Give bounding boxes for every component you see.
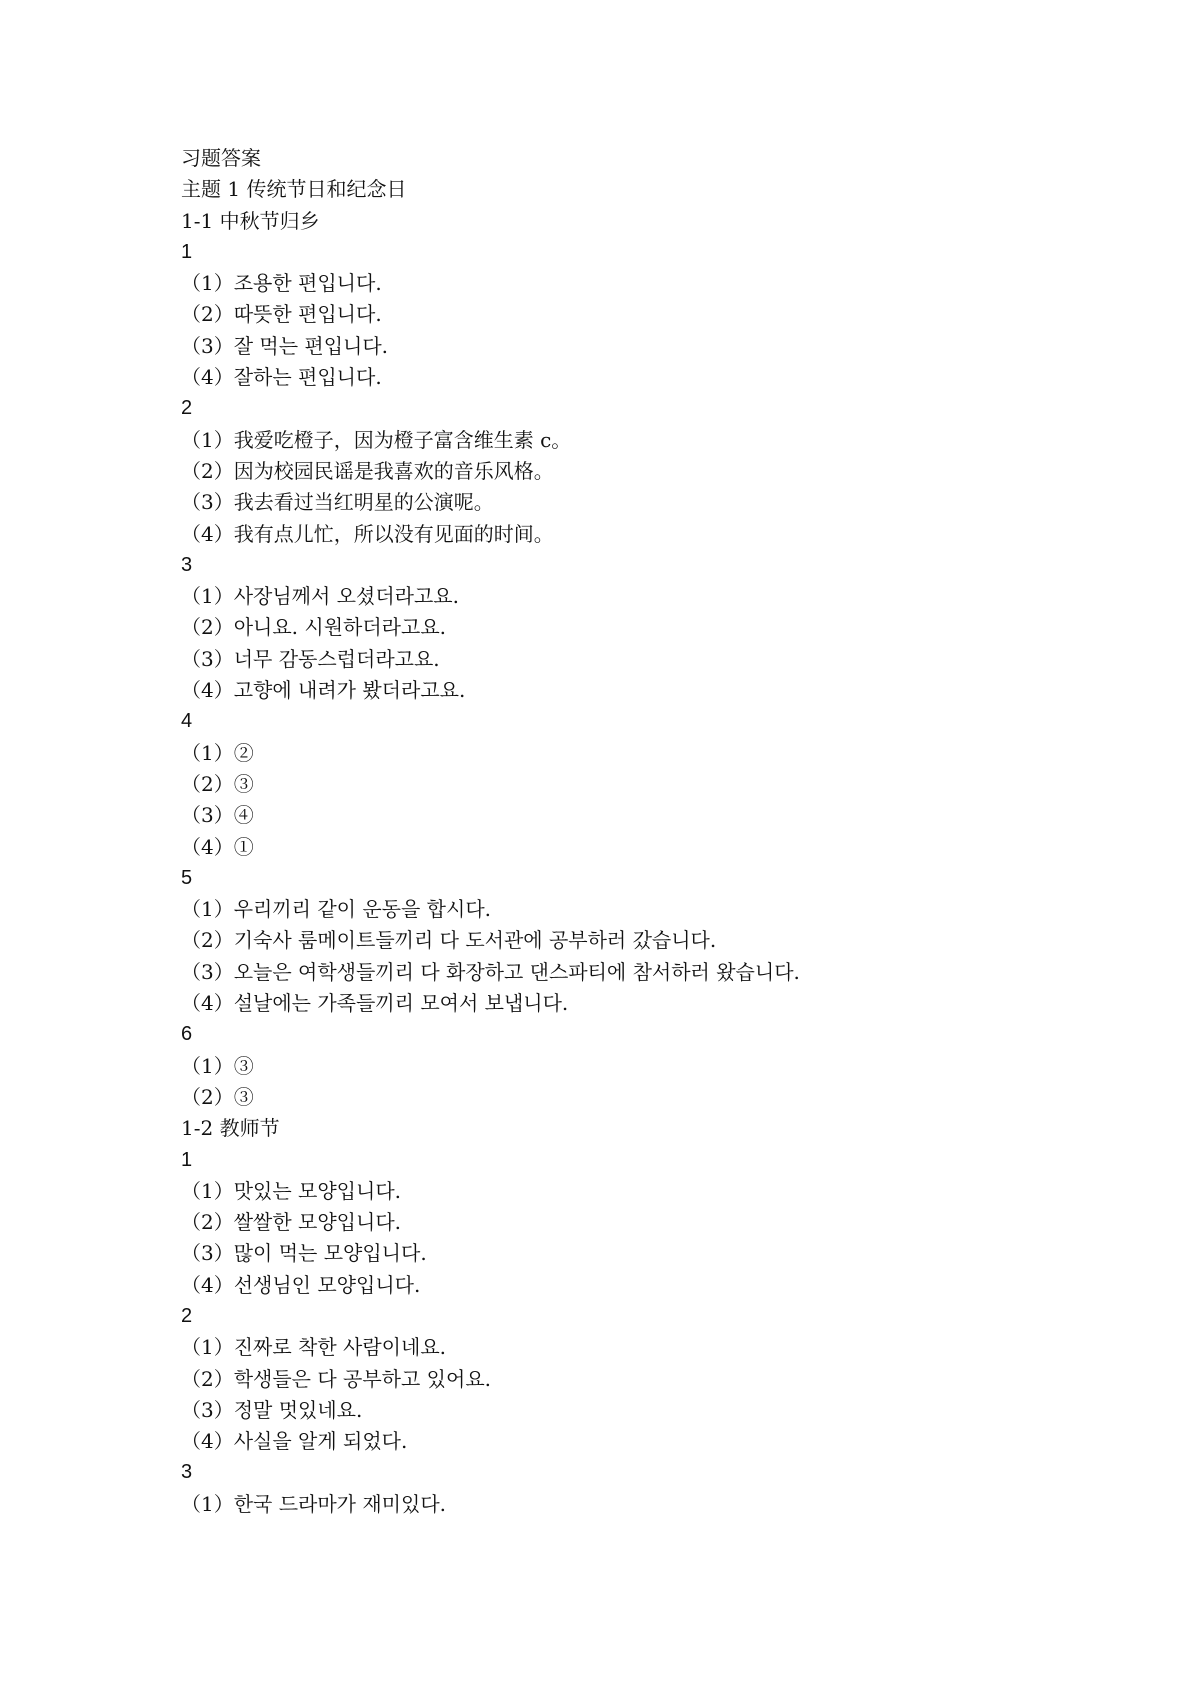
answer-line: （2）따뜻한 편입니다.: [181, 302, 382, 327]
answer-line: （2）因为校园民谣是我喜欢的音乐风格。: [181, 458, 554, 483]
answer-line: （3）너무 감동스럽더라고요.: [181, 646, 440, 671]
answer-line: （1）조용한 편입니다.: [181, 271, 382, 296]
exercise-number: 1: [181, 1148, 193, 1171]
exercise-number: 5: [181, 866, 193, 889]
answer-line: （1）맛있는 모양입니다.: [181, 1178, 401, 1203]
answer-line: （2）③: [181, 771, 254, 796]
answer-line: （2）학생들은 다 공부하고 있어요.: [181, 1366, 491, 1391]
exercise-number: 3: [181, 1461, 193, 1484]
answer-line: （1）③: [181, 1053, 254, 1078]
answer-line: （1）我爱吃橙子，因为橙子富含维生素 c。: [181, 427, 572, 452]
lesson-heading: 1-2 教师节: [181, 1116, 280, 1141]
answer-line: （2）쌀쌀한 모양입니다.: [181, 1210, 401, 1235]
answer-line: （3）정말 멋있네요.: [181, 1397, 363, 1422]
theme-heading: 主题 1 传统节日和纪念日: [181, 177, 407, 202]
answer-line: （2）기숙사 룸메이트들끼리 다 도서관에 공부하러 갔습니다.: [181, 928, 717, 953]
exercise-number: 4: [181, 710, 193, 733]
answer-line: （3）④: [181, 803, 254, 828]
answer-line: （4）고향에 내려가 봤더라고요.: [181, 678, 466, 703]
answer-line: （3）오늘은 여학생들끼리 다 화장하고 댄스파티에 참서하러 왔습니다.: [181, 959, 800, 984]
answer-line: （1）②: [181, 740, 254, 765]
answer-line: （3）我去看过当红明星的公演呢。: [181, 490, 494, 515]
answer-line: （4）설날에는 가족들끼리 모여서 보냅니다.: [181, 991, 569, 1016]
exercise-number: 1: [181, 240, 193, 263]
answer-line: （1）우리끼리 같이 운동을 합시다.: [181, 897, 491, 922]
answer-line: （1）사장님께서 오셨더라고요.: [181, 584, 459, 609]
answer-line: （4）我有点儿忙，所以没有见面的时间。: [181, 521, 554, 546]
answer-line: （3）많이 먹는 모양입니다.: [181, 1241, 427, 1266]
exercise-number: 6: [181, 1023, 193, 1046]
answer-line: （4）잘하는 편입니다.: [181, 365, 382, 390]
answer-line: （4）①: [181, 834, 254, 859]
document-body: [181, 143, 1081, 1520]
exercise-number: 2: [181, 397, 193, 420]
answer-line: （1）진짜로 착한 사람이네요.: [181, 1335, 446, 1360]
answer-line: （4）사실을 알게 되었다.: [181, 1429, 408, 1454]
answer-line: （1）한국 드라마가 재미있다.: [181, 1491, 446, 1516]
lesson-heading: 1-1 中秋节归乡: [181, 208, 320, 233]
exercise-number: 3: [181, 553, 193, 576]
answer-line: （2）아니요. 시원하더라고요.: [181, 615, 446, 640]
answer-line: （3）잘 먹는 편입니다.: [181, 333, 389, 358]
answer-line: （2）③: [181, 1084, 254, 1109]
answer-line: （4）선생님인 모양입니다.: [181, 1272, 421, 1297]
exercise-number: 2: [181, 1304, 193, 1327]
document-title: 习题答案: [181, 146, 261, 170]
